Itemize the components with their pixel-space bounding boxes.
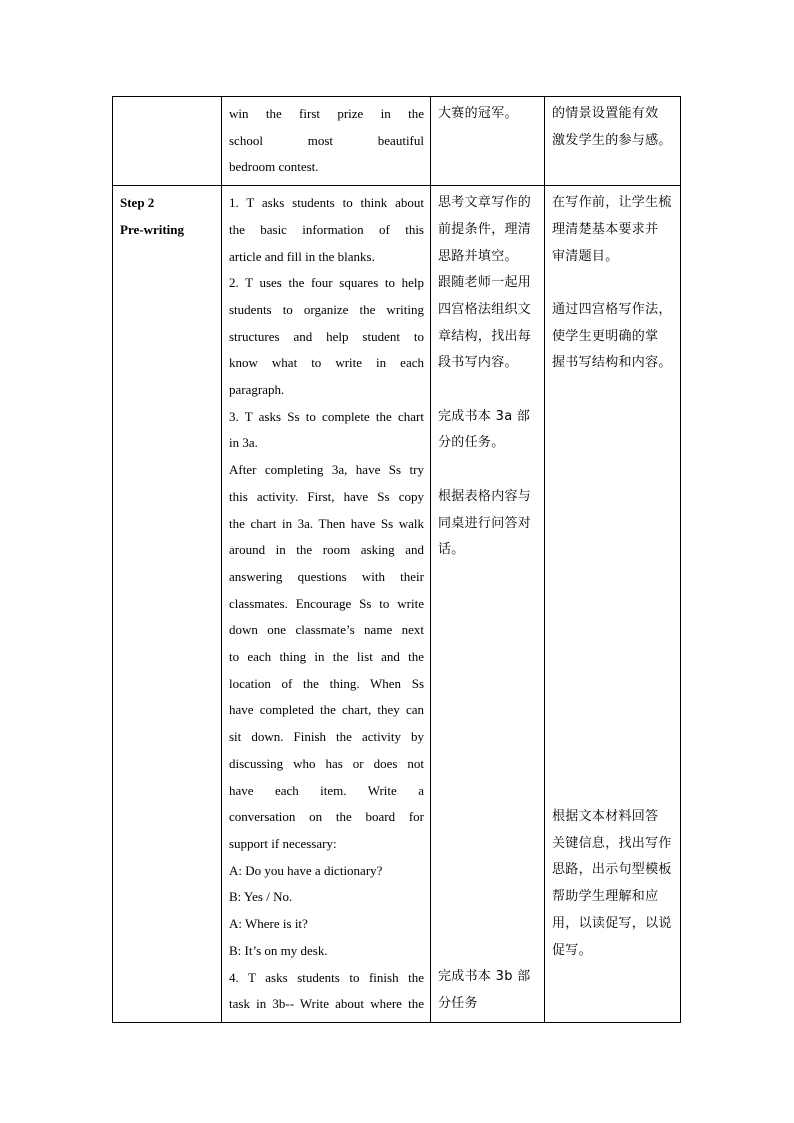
text-line: 审清题目。 — [552, 248, 619, 264]
text-line: 关键信息，找出写作 — [552, 835, 672, 851]
blank-line — [552, 671, 674, 698]
blank-line — [438, 938, 538, 965]
purpose-cell — [545, 97, 681, 186]
blank-line — [552, 430, 674, 457]
text-line: around in the room asking and — [229, 542, 424, 558]
text-line: 2. T uses the four squares to help — [229, 275, 424, 291]
blank-line — [552, 777, 674, 804]
blank-line — [438, 777, 538, 804]
blank-line — [438, 591, 538, 618]
text-line: 握书写结构和内容。 — [552, 355, 672, 371]
step-title: Step 2 — [120, 195, 155, 211]
text-line: the basic information of this — [229, 221, 424, 237]
text-line: A: Where is it? — [229, 916, 308, 932]
blank-line — [552, 457, 674, 484]
text-line: B: Yes / No. — [229, 889, 293, 905]
text-line: 使学生更明确的掌 — [552, 328, 659, 344]
text-line: know what to write in each — [229, 355, 424, 371]
blank-line — [438, 671, 538, 698]
step-cell — [113, 186, 222, 1023]
text-line: this activity. First, have Ss copy — [229, 488, 424, 504]
blank-line — [438, 377, 538, 404]
text-line: 3. T asks Ss to complete the chart — [229, 408, 424, 424]
table-row — [113, 97, 681, 186]
text-line: 思考文章写作的 — [438, 195, 532, 211]
text-line: B: It’s on my desk. — [229, 942, 328, 958]
text-line: A: Do you have a dictionary? — [229, 862, 383, 878]
blank-line — [438, 697, 538, 724]
text-line: paragraph. — [229, 382, 285, 398]
text-line: structures and help student to — [229, 328, 424, 344]
blank-line — [552, 484, 674, 511]
blank-line — [552, 724, 674, 751]
text-line: have completed the chart, they can — [229, 702, 424, 718]
blank-line — [552, 617, 674, 644]
text-line: 段书写内容。 — [438, 355, 518, 371]
student-activity-cell — [431, 186, 545, 1023]
text-line: support if necessary: — [229, 835, 337, 851]
text-line: article and fill in the blanks. — [229, 248, 375, 264]
text-line: 根据文本材料回答 — [552, 809, 659, 825]
text-line: 思路并填空。 — [438, 248, 518, 264]
blank-line — [552, 510, 674, 537]
text-line: task in 3b-- Write about where the — [229, 996, 424, 1012]
blank-line — [438, 564, 538, 591]
text-line: After completing 3a, have Ss try — [229, 462, 424, 478]
step-name: Pre-writing — [120, 221, 185, 237]
text-line: the chart in 3a. Then have Ss walk — [229, 515, 424, 531]
text-line: win the first prize in the — [229, 106, 424, 121]
blank-line — [552, 591, 674, 618]
text-line: 完成书本 3b 部 — [438, 969, 531, 985]
blank-line — [552, 697, 674, 724]
text-line: 的情景设置能有效 — [552, 106, 659, 121]
blank-line — [438, 857, 538, 884]
blank-line — [438, 617, 538, 644]
text-line: 前提条件，理清 — [438, 221, 532, 237]
text-line: 激发学生的参与感。 — [552, 132, 672, 148]
text-line: 同桌进行问答对 — [438, 515, 532, 531]
text-line: have each item. Write a — [229, 782, 424, 798]
text-line: 话。 — [438, 542, 465, 558]
text-line: 四宫格法组织文 — [438, 301, 532, 317]
text-line: school most beautiful — [229, 132, 424, 148]
text-line: 4. T asks students to finish the — [229, 969, 424, 985]
blank-line — [438, 911, 538, 938]
blank-line — [438, 457, 538, 484]
text-line: down one classmate’s name next — [229, 622, 424, 638]
table-row — [113, 186, 681, 1023]
text-line: conversation on the board for — [229, 809, 424, 825]
text-line: 完成书本 3a 部 — [438, 408, 531, 424]
teacher-activity-cell — [222, 97, 431, 186]
text-line: 章结构，找出每 — [438, 328, 532, 344]
text-line: 1. T asks students to think about — [229, 195, 424, 211]
teacher-activity-cell — [222, 186, 431, 1023]
text-line: 理清楚基本要求并 — [552, 221, 659, 237]
text-line: location of the thing. When Ss — [229, 675, 424, 691]
step-cell — [113, 97, 222, 186]
text-line: classmates. Encourage Ss to write — [229, 595, 424, 611]
text-line: 分的任务。 — [438, 435, 505, 451]
student-activity-cell — [431, 97, 545, 186]
text-line: answering questions with their — [229, 568, 424, 584]
blank-line — [438, 644, 538, 671]
blank-line — [552, 537, 674, 564]
text-line: 帮助学生理解和应 — [552, 889, 659, 905]
text-line: 跟随老师一起用 — [438, 275, 532, 291]
blank-line — [438, 751, 538, 778]
blank-line — [552, 644, 674, 671]
blank-line — [552, 751, 674, 778]
text-line: in 3a. — [229, 435, 258, 451]
blank-line — [438, 724, 538, 751]
purpose-cell — [545, 186, 681, 1023]
text-line: to each thing in the list and the — [229, 649, 424, 665]
blank-line — [438, 804, 538, 831]
blank-line — [552, 377, 674, 404]
text-line: students to organize the writing — [229, 301, 424, 317]
lesson-plan-table — [112, 96, 681, 1023]
blank-line — [438, 884, 538, 911]
text-line: 根据表格内容与 — [438, 488, 532, 504]
text-line: discussing who has or does not — [229, 755, 424, 771]
text-line: 分任务 — [438, 995, 478, 1011]
text-line: bedroom contest. — [229, 159, 319, 175]
blank-line — [552, 404, 674, 431]
text-line: 在写作前，让学生梳 — [552, 195, 672, 211]
text-line: 思路，出示句型模板 — [552, 862, 672, 878]
text-line: 用，以读促写，以说 — [552, 915, 672, 931]
text-line: sit down. Finish the activity by — [229, 729, 424, 745]
blank-line — [438, 831, 538, 858]
blank-line — [552, 564, 674, 591]
text-line: 通过四宫格写作法， — [552, 301, 672, 317]
text-line: 大赛的冠军。 — [438, 106, 518, 121]
blank-line — [552, 270, 674, 297]
text-line: 促写。 — [552, 942, 592, 958]
